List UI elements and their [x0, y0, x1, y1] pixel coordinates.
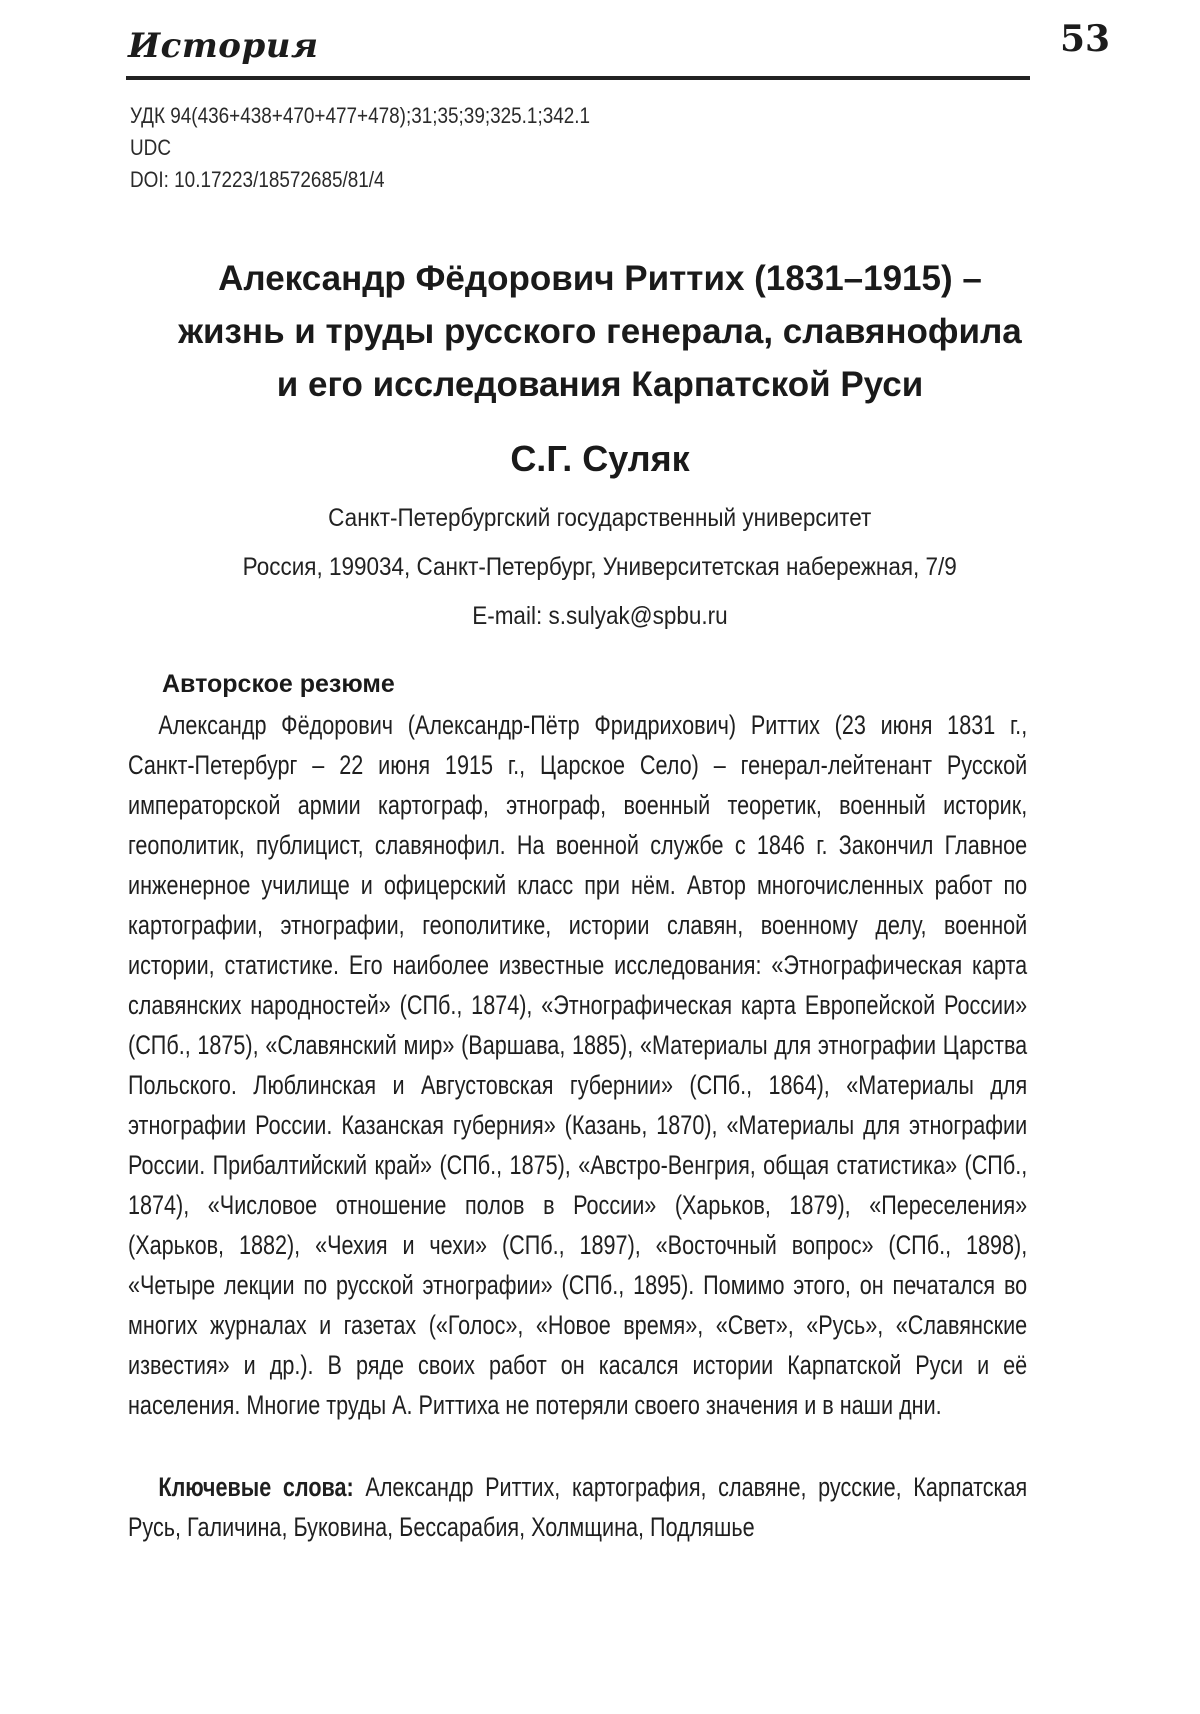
abstract-text: Александр Фёдорович (Александр-Пётр Фридрихович) Риттих (23 июня 1831 г., Санкт-Петербург – 22 июня 1915 г., Царское Село) – генерал-лейтенант Русской императорской армии картограф, этнограф, военный теоретик, военный историк, геополитик, публицист, славянофил. На военной службе с 1846 г. Закончил Главное инженерное училище и офицерский класс при нём. Автор многочисленных работ по картографии, этнографии, геополитике, истории славян, военному делу, военной истории, статистике. Его наиболее известные исследования: «Этнографическая карта славянских народностей» (СПб., 1874), «Этнографическая карта Европейской России» (СПб., 1875), «Славянский мир» (Варшава, 1885), «Материалы для этнографии Царства Польского. Люблинская и Августовская губернии» (СПб., 1864), «Материалы для этнографии России. Казанская губерния» (Казань, 1870), «Материалы для этнографии России. Прибалтийский край» (СПб., 1875), «Австро-Венгрия, общая статистика» (СПб., 1874), «Числовое отношение полов в России» (Харьков, 1879), «Переселения» (Харьков, 1882), «Чехия и чехи» (СПб., 1897), «Восточный вопрос» (СПб., 1898), «Четыре лекции по русской этнографии» (СПб., 1895). Помимо этого, он печатался во многих журналах и газетах («Голос», «Новое время», «Свет», «Русь», «Славянские известия» и др.). В ряде своих работ он касался истории Карпатской Руси и её населения. Многие труды А. Риттиха не потеряли своего значения и в наши дни. [128, 710, 1028, 1420]
title-line: Александр Фёдорович Риттих (1831–1915) – [218, 259, 982, 298]
keywords [128, 1467, 1027, 1547]
affiliation-text: Санкт-Петербургский государственный университет [328, 504, 872, 532]
doi: DOI: 10.17223/18572685/81/4 [130, 167, 385, 192]
running-head-section: История [128, 26, 319, 66]
article-title [130, 252, 1070, 411]
keywords-text: Александр Риттих, картография, славяне, русские, Карпатская Русь, Галичина, Буковина, Бессарабия, Холмщина, Подляшье [128, 1472, 1028, 1542]
abstract-heading: Авторское резюме [162, 670, 395, 698]
author-name: С.Г. Суляк [510, 438, 690, 479]
article-metadata [130, 100, 590, 196]
keywords-label: Ключевые слова: [158, 1472, 354, 1502]
affiliation [130, 504, 1070, 533]
header-rule [126, 76, 1030, 80]
address-text: Россия, 199034, Санкт-Петербург, Университетская набережная, 7/9 [242, 553, 958, 581]
email-text: E-mail: s.sulyak@spbu.ru [472, 602, 728, 630]
udc-code: UDC [130, 135, 171, 160]
title-line: и его исследования Карпатской Руси [276, 365, 924, 404]
address [130, 553, 1070, 582]
udk-code: УДК 94(436+438+470+477+478);31;35;39;325.1;342.1 [130, 103, 591, 128]
email [130, 602, 1070, 631]
page-number: 53 [1060, 18, 1111, 60]
title-line: жизнь и труды русского генерала, славянофила [178, 312, 1022, 351]
